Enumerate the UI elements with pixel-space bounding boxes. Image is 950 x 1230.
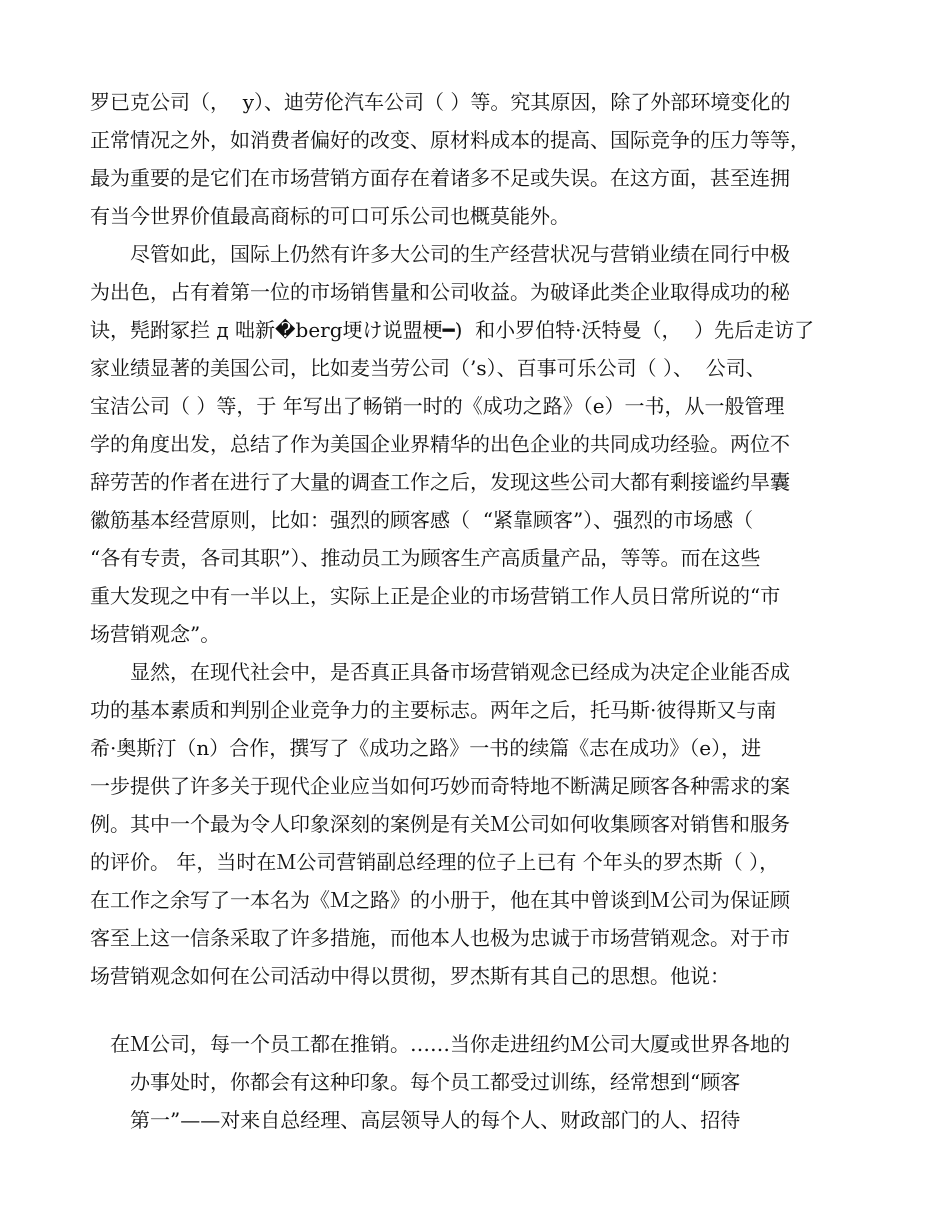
- paragraph-2-line-2: 为出色，占有着第一位的市场销售量和公司收益。为破译此类企业取得成功的秘: [90, 280, 790, 304]
- paragraph-3-line-8: 客至上这一信条采取了许多措施，而他本人也极为忠诚于市场营销观念。对于市: [90, 926, 790, 950]
- paragraph-3-line-9: 场营销观念如何在公司活动中得以贯彻，罗杰斯有其自己的思想。他说：: [90, 964, 730, 988]
- paragraph-3-line-1: 显然，在现代社会中，是否真正具备市场营销观念已经成为决定企业能否成: [130, 660, 790, 684]
- paragraph-1-line-2: 正常情况之外，如消费者偏好的改变、原材料成本的提高、国际竞争的压力等等，: [90, 128, 810, 152]
- paragraph-2-line-11: 场营销观念”。: [90, 622, 221, 646]
- quote-line-2: 办事处时，你都会有这种印象。每个员工都受过训练，经常想到“顾客: [130, 1070, 741, 1094]
- paragraph-2-line-4: 家业绩显著的美国公司，比如麦当劳公司（’s）、百事可乐公司（ ）、 公司、: [90, 356, 766, 380]
- quote-line-1: 在Ｍ公司，每一个员工都在推销。……当你走进纽约Ｍ公司大厦或世界各地的: [110, 1032, 790, 1056]
- paragraph-2-line-10: 重大发现之中有一半以上，实际上正是企业的市场营销工作人员日常所说的“市: [90, 584, 781, 608]
- paragraph-2-line-8: 徽筋基本经营原则，比如：强烈的顾客感（ “紧靠顾客”）、强烈的市场感（: [90, 508, 754, 532]
- paragraph-2-line-1: 尽管如此，国际上仍然有许多大公司的生产经营状况与营销业绩在同行中极: [130, 242, 790, 266]
- paragraph-1-line-1: 罗已克公司（， y）、迪劳伦汽车公司（ ）等。究其原因，除了外部环境变化的: [90, 90, 791, 114]
- paragraph-1-line-3: 最为重要的是它们在市场营销方面存在着诸多不足或失误。在这方面，甚至连拥: [90, 166, 790, 190]
- paragraph-3-line-4: 一步提供了许多关于现代企业应当如何巧妙而奇特地不断满足顾客各种需求的案: [90, 774, 790, 798]
- paragraph-2-line-7: 辞劳苦的作者在进行了大量的调查工作之后，发现这些公司大都有剩接谧约旱囊: [90, 470, 790, 494]
- paragraph-3-line-2: 功的基本素质和判别企业竞争力的主要标志。两年之后，托马斯·彼得斯又与南: [90, 698, 777, 722]
- paragraph-3-line-5: 例。其中一个最为令人印象深刻的案例是有关Ｍ公司如何收集顾客对销售和服务: [90, 812, 790, 836]
- paragraph-3-line-7: 在工作之余写了一本名为《Ｍ之路》的小册于，他在其中曾谈到Ｍ公司为保证顾: [90, 888, 790, 912]
- paragraph-2-line-3: 诀，髡跗冢拦 д 咄新�berg埂け说盟梗━) 和小罗伯特·沃特曼（， ）先后走访了: [90, 318, 815, 342]
- paragraph-2-line-9: “各有专责，各司其职”）、推动员工为顾客生产高质量产品，等等。而在这些: [90, 546, 761, 570]
- paragraph-2-line-5: 宝洁公司（ ）等，于 年写出了畅销一时的《成功之路》（e）一书，从一般管理: [90, 394, 785, 418]
- paragraph-3-line-3: 希·奥斯汀（n）合作，撰写了《成功之路》一书的续篇《志在成功》（e），进: [90, 736, 762, 760]
- paragraph-3-line-6: 的评价。 年，当时在Ｍ公司营销副总经理的位子上已有 个年头的罗杰斯（ ），: [90, 850, 780, 874]
- paragraph-1-line-4: 有当今世界价值最高商标的可口可乐公司也概莫能外。: [90, 204, 570, 228]
- quote-line-3: 第一”——对来自总经理、高层领导人的每个人、财政部门的人、招待: [130, 1108, 741, 1132]
- paragraph-2-line-6: 学的角度出发，总结了作为美国企业界精华的出色企业的共同成功经验。两位不: [90, 432, 790, 456]
